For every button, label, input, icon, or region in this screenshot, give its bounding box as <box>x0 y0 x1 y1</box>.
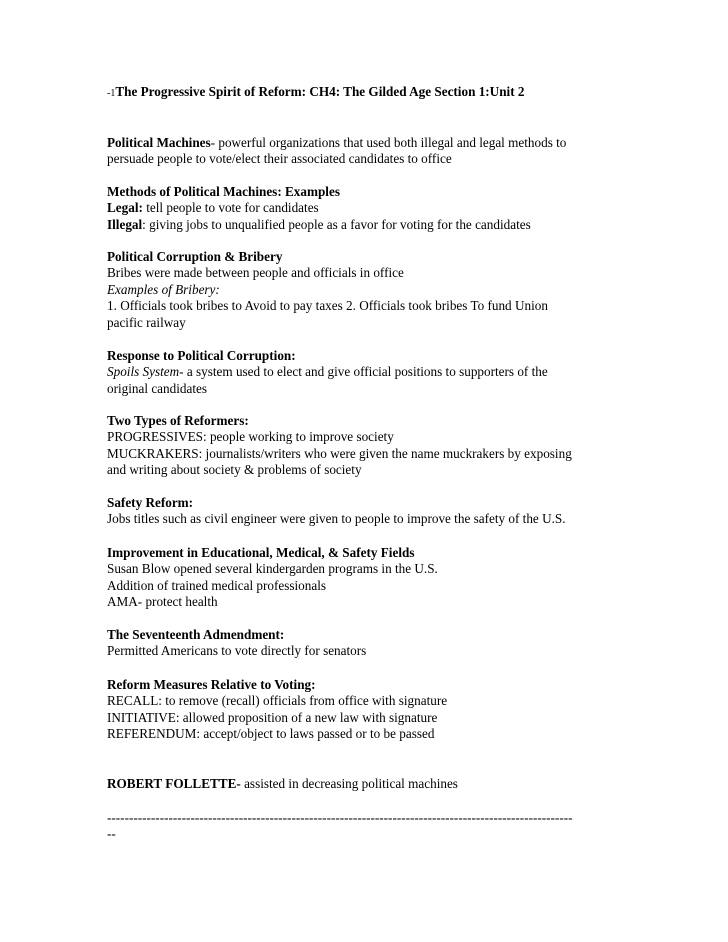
section-follette <box>107 776 458 792</box>
page-title <box>107 84 525 100</box>
illegal-label: Illegal <box>107 216 143 232</box>
seventeenth-line1: Permitted Americans to vote directly for senators <box>107 643 367 659</box>
improvement-heading: Improvement in Educational, Medical, & Safety Fields <box>107 545 415 560</box>
improvement-line1: Susan Blow opened several kindergarden programs in the U.S. <box>107 561 438 577</box>
follette-name: ROBERT FOLLETTE- <box>107 776 241 791</box>
response-line2: original candidates <box>107 380 207 396</box>
voting-recall: RECALL: to remove (recall) officials from office with signature <box>107 693 448 709</box>
response-heading: Response to Political Corruption: <box>107 348 296 363</box>
voting-initiative: INITIATIVE: allowed proposition of a new law with signature <box>107 709 438 725</box>
illegal-text: : giving jobs to unqualified people as a favor for voting for the candidates <box>142 216 531 232</box>
reformers-line1: PROGRESSIVES: people working to improve society <box>107 429 394 445</box>
section-reformers <box>107 413 572 479</box>
methods-heading: Methods of Political Machines: Examples <box>107 184 340 199</box>
methods-illegal-line <box>107 217 531 233</box>
section-methods <box>107 184 531 233</box>
section-seventeenth <box>107 627 366 660</box>
divider-line2: -- <box>107 826 116 842</box>
section-response <box>107 348 548 397</box>
improvement-line2: Addition of trained medical professionals <box>107 577 327 593</box>
legal-label: Legal: <box>107 200 143 216</box>
reformers-line3: and writing about society & problems of society <box>107 462 362 478</box>
title-text: The Progressive Spirit of Reform: CH4: The Gilded Age Section 1:Unit 2 <box>115 84 525 99</box>
safety-line1: Jobs titles such as civil engineer were given to people to improve the safety of the U.S. <box>107 511 566 527</box>
political-machines-line2: persuade people to vote/elect their associated candidates to office <box>107 151 452 167</box>
political-machines-line1 <box>107 135 566 151</box>
political-machines-def: - powerful organizations that used both illegal and legal methods to <box>210 135 567 150</box>
section-improvement <box>107 545 438 611</box>
corruption-line3: 1. Officials took bribes to Avoid to pay taxes 2. Officials took bribes To fund Union <box>107 298 548 314</box>
page-number-prefix: -1 <box>107 88 116 99</box>
voting-referendum: REFERENDUM: accept/object to laws passed or to be passed <box>107 726 435 742</box>
spoils-system-term: Spoils System <box>107 364 180 380</box>
methods-legal-line <box>107 200 531 216</box>
corruption-heading: Political Corruption & Bribery <box>107 249 283 264</box>
corruption-line1: Bribes were made between people and officials in office <box>107 265 404 281</box>
voting-heading: Reform Measures Relative to Voting: <box>107 677 316 692</box>
follette-text: assisted in decreasing political machines <box>240 776 458 791</box>
bribery-examples-label: Examples of Bribery: <box>107 281 220 297</box>
section-corruption <box>107 249 548 331</box>
follette-line <box>107 776 458 792</box>
reformers-line2: MUCKRAKERS: journalists/writers who were given the name muckrakers by exposing <box>107 445 572 461</box>
section-safety <box>107 495 566 528</box>
section-voting <box>107 677 447 743</box>
corruption-line4: pacific railway <box>107 314 186 330</box>
improvement-line3: AMA- protect health <box>107 594 218 610</box>
spoils-system-def: - a system used to elect and give official positions to supporters of the <box>179 364 548 380</box>
divider-line1: ---------------------------------------------------------------------------------------------------------- <box>107 810 573 825</box>
response-line1 <box>107 364 548 380</box>
reformers-heading: Two Types of Reformers: <box>107 413 249 428</box>
political-machines-term: Political Machines <box>107 135 211 150</box>
legal-text: tell people to vote for candidates <box>142 200 319 216</box>
dashed-divider <box>107 810 573 843</box>
section-political-machines <box>107 135 566 168</box>
seventeenth-heading: The Seventeenth Admendment: <box>107 627 285 642</box>
safety-heading: Safety Reform: <box>107 495 194 510</box>
